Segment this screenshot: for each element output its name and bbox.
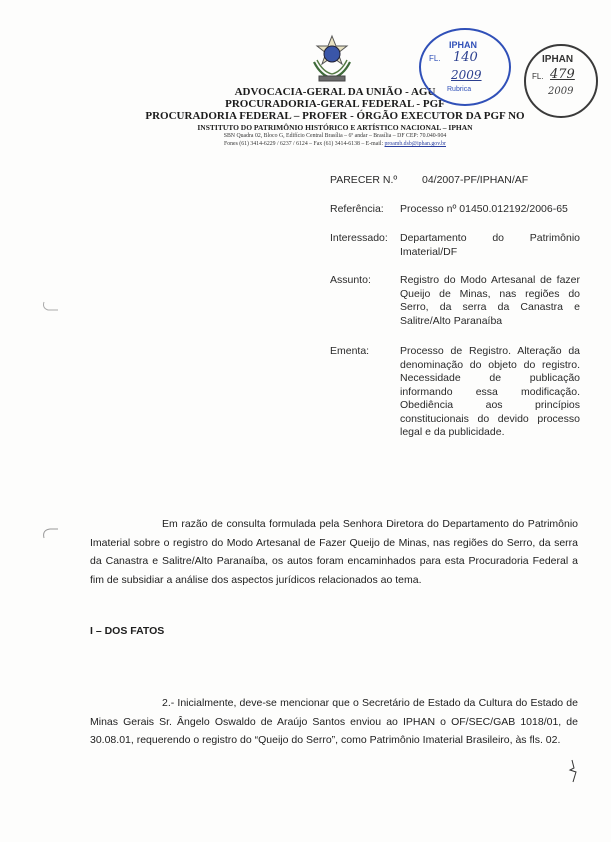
stamp2-date: 2009 <box>548 86 574 97</box>
interessado-value-line2: Imaterial/DF <box>400 246 458 258</box>
stamp1-fl-number: 140 <box>453 50 478 65</box>
page-corner-mark-icon <box>566 758 582 784</box>
header-line-pgf: PROCURADORIA-GERAL FEDERAL - PGF <box>225 98 445 110</box>
stamp1-title: IPHAN <box>449 40 478 50</box>
header-line-agu: ADVOCACIA-GERAL DA UNIÃO - AGU <box>234 86 436 98</box>
header-line-iphan: INSTITUTO DO PATRIMÔNIO HISTÓRICO E ARTÍSTICO NACIONAL – IPHAN <box>197 123 473 132</box>
scan-hole-mark-icon <box>40 298 62 314</box>
stamp2-fl-number: 479 <box>550 67 575 82</box>
iphan-stamp-blue <box>419 28 511 106</box>
parecer-value: 04/2007-PF/IPHAN/AF <box>422 174 529 186</box>
referencia-label: Referência: <box>330 203 384 215</box>
paragraph-1: Em razão de consulta formulada pela Senhora Diretora do Departamento do Patrimônio Imaterial sobre o registro do Modo Artesanal de Fazer Queijo de Minas, nas regiões do Serro, da serra da Canastra e Salitre/Alto Paranaíba, os autos foram encaminhados para esta Procuradoria Federal a fim de subsidiar a análise dos aspectos jurídicos relacionados ao tema. <box>90 518 578 586</box>
header-contacts <box>120 141 550 147</box>
referencia-value: Processo nº 01450.012192/2006-65 <box>400 203 568 215</box>
paragraph-2: 2.- Inicialmente, deve-se mencionar que o Secretário de Estado da Cultura do Estado de Minas Gerais Sr. Ângelo Oswaldo de Araújo Santos enviou ao IPHAN o OF/SEC/GAB 1018/01, de 30.08.01, requerendo o registro do “Queijo do Serro”, como Patrimônio Imaterial Brasileiro, às fls. 02. <box>90 697 578 746</box>
interessado-label: Interessado: <box>330 232 388 244</box>
stamp1-date: 2009 <box>451 68 482 82</box>
brasao-coat-of-arms-icon <box>309 34 355 84</box>
assunto-value: Registro do Modo Artesanal de fazer Queijo de Minas, nas regiões do Serro, da serra da Canastra e Salitre/Alto Paranaíba <box>400 274 580 327</box>
stamp1-sign-label: Rubrica <box>447 86 472 93</box>
scan-hole-mark-icon <box>40 526 62 542</box>
assunto-label: Assunto: <box>330 274 371 286</box>
section-heading-dos-fatos: I – DOS FATOS <box>90 625 165 637</box>
stamp2-fl-label: FL. <box>532 72 544 81</box>
stamp1-fl-label: FL. <box>429 54 441 63</box>
stamp2-title: IPHAN <box>542 54 574 65</box>
header-phones: Fones (61) 3414-6229 / 6237 / 6124 – Fax (61) 3414-6138 – E-mail: <box>223 141 384 147</box>
parecer-label: PARECER N.º <box>330 174 398 186</box>
iphan-stamp-dark <box>524 44 598 118</box>
interessado-value-line1: Departamento do Patrimônio <box>400 232 580 244</box>
ementa-value: Processo de Registro. Alteração da denominação do objeto do registro. Necessidade de publicação informando essa modificação. Obediência aos princípios constitucionais do devido processo legal e da publicidade. <box>400 345 580 438</box>
header-email-link[interactable]: proamb.dsb@iphan.gov.br <box>384 141 446 147</box>
header-line-profer: PROCURADORIA FEDERAL – PROFER - ÓRGÃO EXECUTOR DA PGF NO <box>145 110 525 122</box>
header-address: SBN Quadra 02, Bloco G, Edifício Central Brasília – 6º andar – Brasília – DF CEP: 70.040-904 <box>223 133 447 139</box>
ementa-label: Ementa: <box>330 345 370 357</box>
